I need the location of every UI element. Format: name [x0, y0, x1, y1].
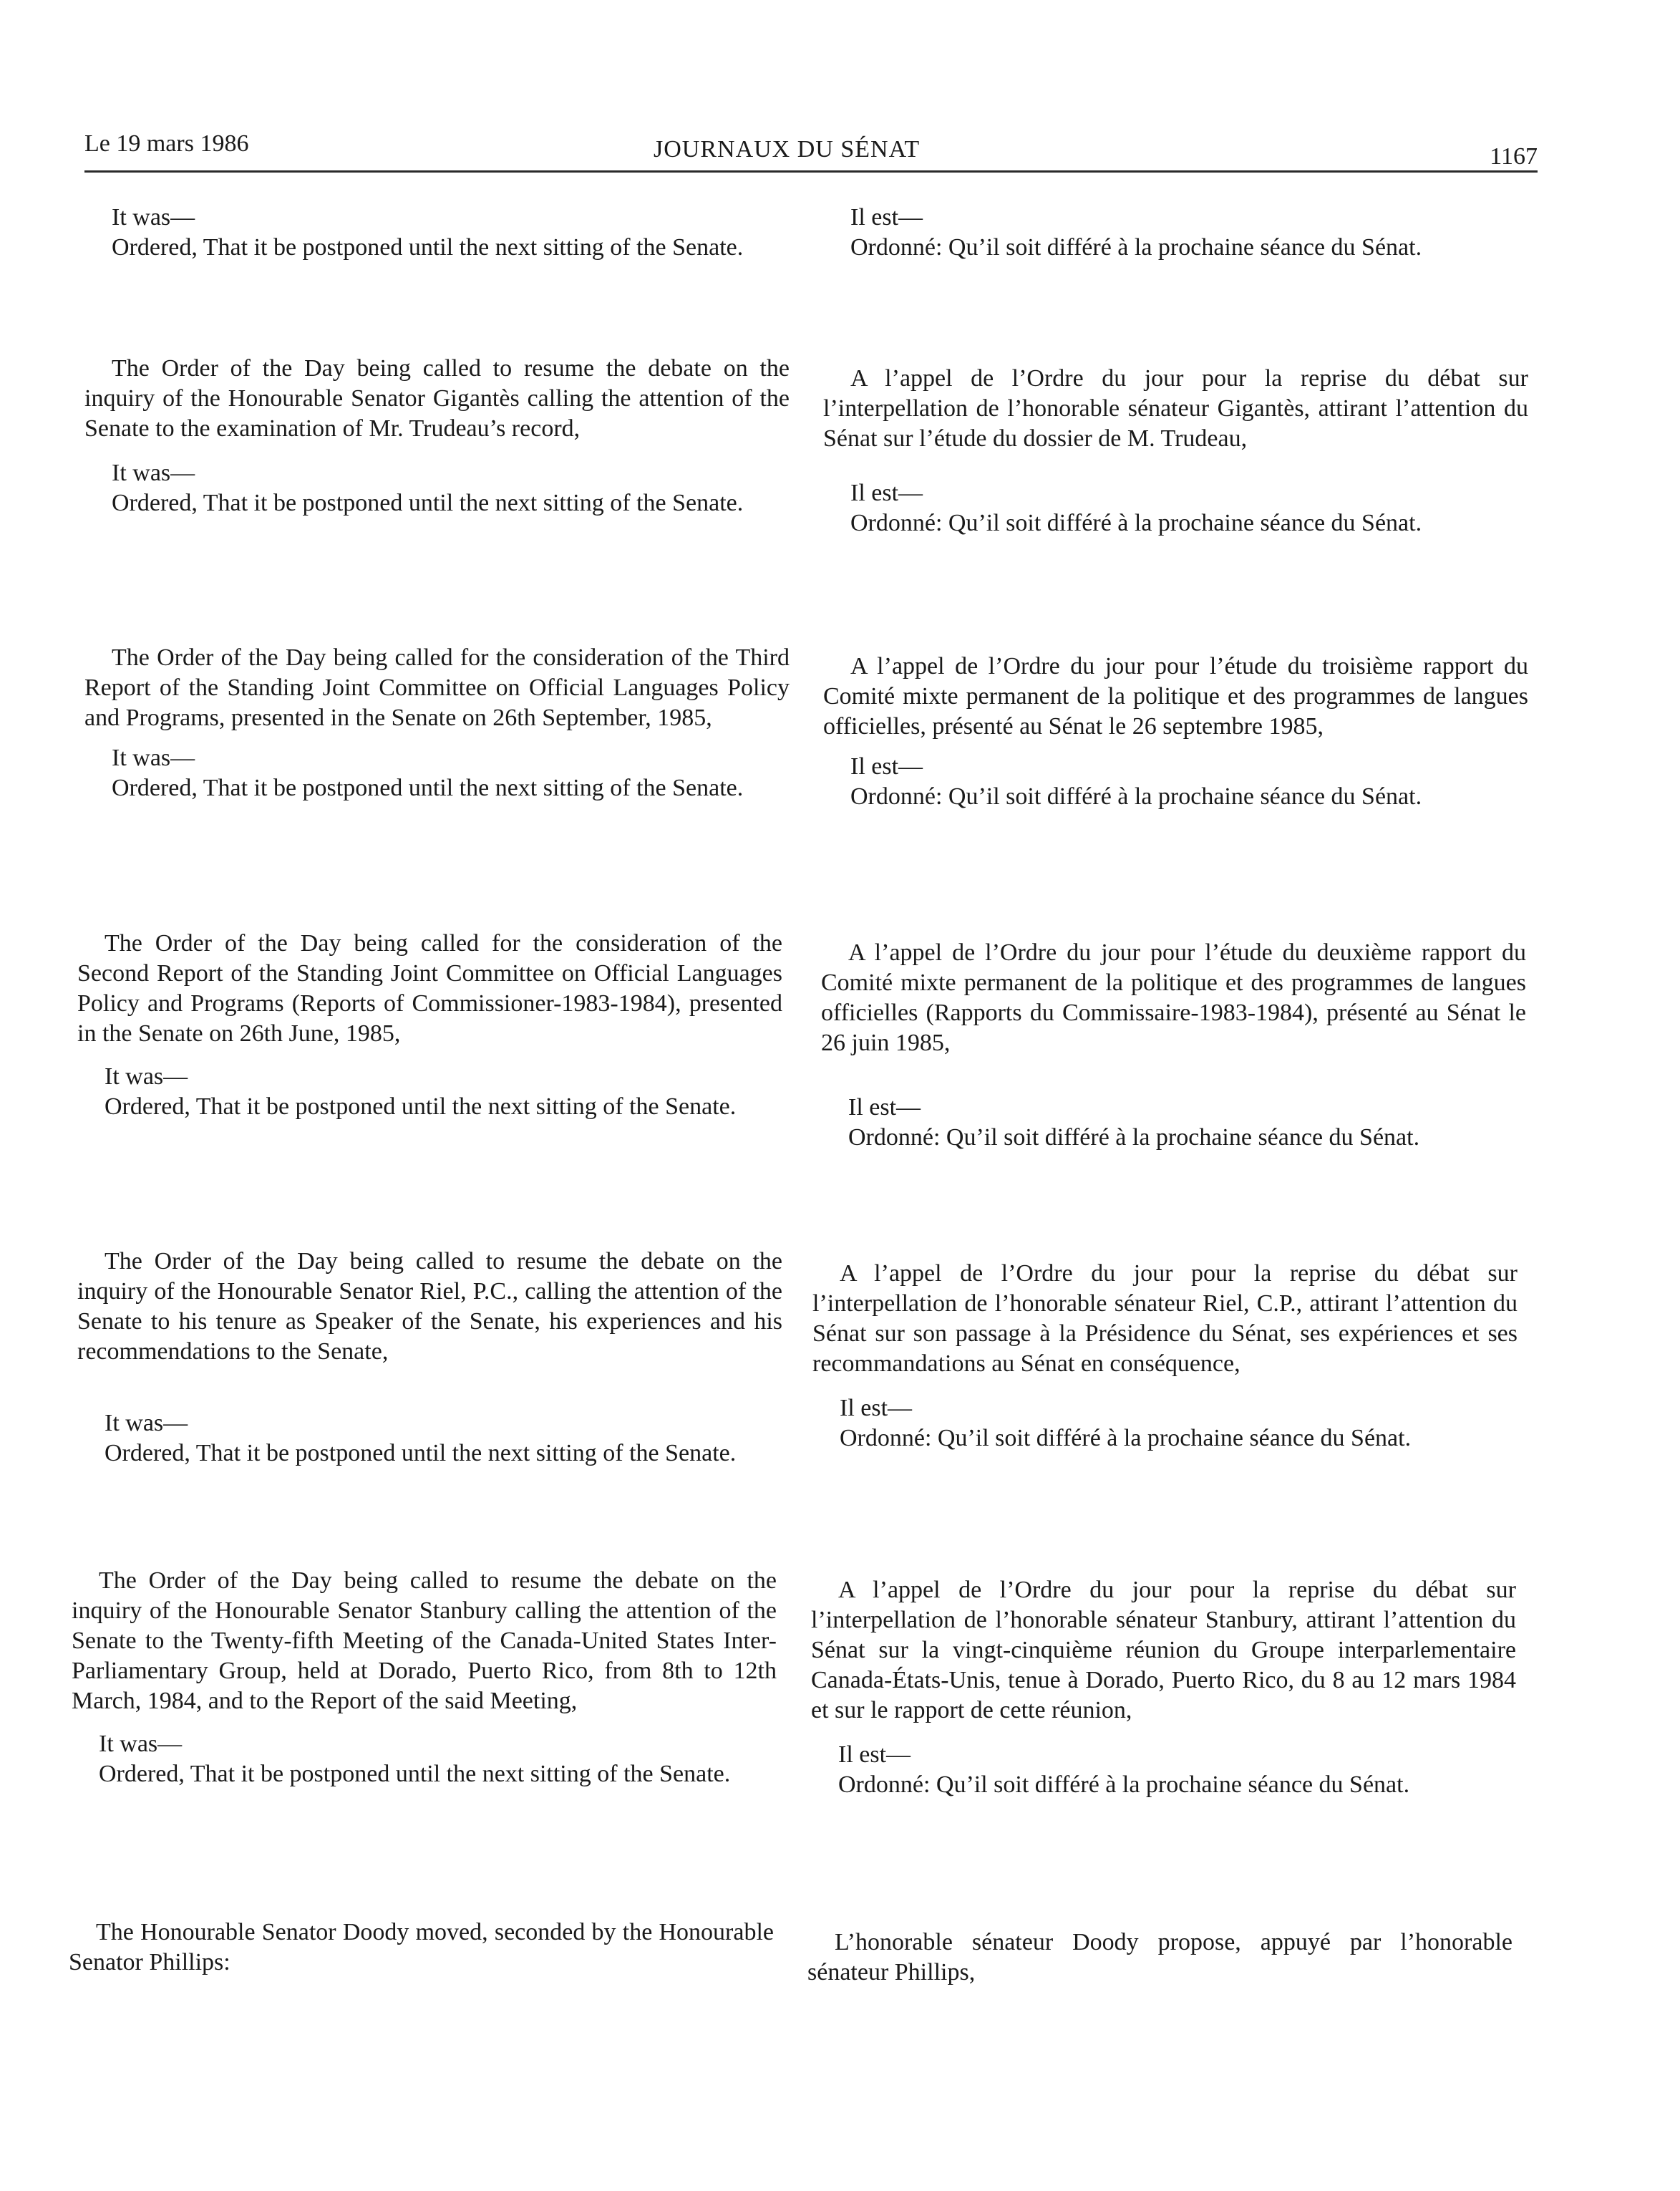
- il-est-line: Il est—: [850, 480, 923, 506]
- ordered-paragraph: Ordered, That it be postponed until the next sitting of the Senate.: [99, 1761, 731, 1787]
- ordered-paragraph: Ordered, That it be postponed until the next sitting of the Senate.: [105, 1440, 737, 1466]
- entry-3-fr: [821, 938, 1526, 1153]
- it-was-line: It was—: [112, 745, 195, 771]
- ordre-du-jour-paragraph: A l’appel de l’Ordre du jour pour l’étude du deuxième rapport du Comité mixte permanent de la politique et des programmes de langues officielles (Rapports du Commissaire-1983-1984), présenté au Sénat le 26 juin 1985,: [821, 939, 1526, 1056]
- page-number: 1167: [1490, 143, 1538, 170]
- ordonne-paragraph: Ordonné: Qu’il soit différé à la prochaine séance du Sénat.: [838, 1771, 1410, 1798]
- it-was-line: It was—: [105, 1410, 188, 1436]
- order-of-day-paragraph: The Order of the Day being called to resume the debate on the inquiry of the Honourable Senator Gigantès calling the attention of the Senate to the examination of Mr. Trudeau’s record,: [84, 355, 790, 442]
- entry-2-fr: [823, 652, 1528, 812]
- ordre-du-jour-paragraph: A l’appel de l’Ordre du jour pour la reprise du débat sur l’interpellation de l’honorable sénateur Stanbury, attirant l’attention du Sénat sur la vingt-cinquième réunion du Groupe interparlementaire Canada-États-Unis, tenue à Dorado, Puerto Rico, du 8 au 12 mars 1984 et sur le rapport de cette réunion,: [811, 1577, 1516, 1723]
- ordered-paragraph: Ordered, That it be postponed until the next sitting of the Senate.: [112, 490, 744, 516]
- ordonne-paragraph: Ordonné: Qu’il soit différé à la prochaine séance du Sénat.: [848, 1124, 1420, 1151]
- order-of-day-paragraph: The Order of the Day being called to resume the debate on the inquiry of the Honourable Senator Riel, P.C., calling the attention of the Senate to his tenure as Speaker of the Senate, his experiences and his recommendations to the Senate,: [77, 1248, 782, 1365]
- final-motion-fr: [807, 1928, 1513, 1988]
- it-was-line: It was—: [105, 1063, 188, 1090]
- order-of-day-paragraph: The Order of the Day being called to resume the debate on the inquiry of the Honourable Senator Stanbury calling the attention of the Senate to the Twenty-fifth Meeting of the Canada-United States Inter-Parliamentary Group, held at Dorado, Puerto Rico, from 8th to 12th March, 1984, and to the Report of the said Meeting,: [72, 1567, 777, 1714]
- it-was-line: It was—: [99, 1731, 183, 1757]
- il-est-line: Il est—: [840, 1395, 913, 1421]
- header-rule: [84, 170, 1538, 173]
- it-was-line: It was—: [112, 204, 195, 231]
- il-est-line: Il est—: [850, 753, 923, 780]
- entry-5-en: [72, 1566, 777, 1789]
- entry-5-fr: [811, 1575, 1516, 1800]
- motion-paragraph: L’honorable sénateur Doody propose, appuyé par l’honorable sénateur Phillips,: [807, 1929, 1513, 1986]
- entry-1-fr: [823, 364, 1528, 538]
- entry-0-fr: [823, 203, 1528, 263]
- entry-3-en: [77, 929, 782, 1122]
- journal-title: JOURNAUX DU SÉNAT: [654, 136, 921, 163]
- ordre-du-jour-paragraph: A l’appel de l’Ordre du jour pour la reprise du débat sur l’interpellation de l’honorable sénateur Riel, C.P., attirant l’attention du Sénat sur son passage à la Présidence du Sénat, ses expériences et ses recommandations au Sénat en conséquence,: [812, 1260, 1518, 1377]
- header-date: Le 19 mars 1986: [84, 130, 249, 157]
- entry-2-en: [84, 643, 790, 803]
- final-motion-en: [69, 1917, 774, 1978]
- motion-paragraph: The Honourable Senator Doody moved, seconded by the Honourable Senator Phillips:: [69, 1919, 774, 1975]
- ordered-paragraph: Ordered, That it be postponed until the next sitting of the Senate.: [105, 1093, 737, 1120]
- entry-0-en: [84, 203, 790, 263]
- order-of-day-paragraph: The Order of the Day being called for the consideration of the Third Report of the Standing Joint Committee on Official Languages Policy and Programs, presented in the Senate on 26th September, 1985,: [84, 644, 790, 731]
- entry-4-fr: [812, 1259, 1518, 1454]
- ordered-paragraph: Ordered, That it be postponed until the next sitting of the Senate.: [112, 775, 744, 801]
- ordonne-paragraph: Ordonné: Qu’il soit différé à la prochaine séance du Sénat.: [850, 234, 1422, 261]
- ordonne-paragraph: Ordonné: Qu’il soit différé à la prochaine séance du Sénat.: [850, 783, 1422, 810]
- page-header: [84, 130, 1538, 173]
- ordonne-paragraph: Ordonné: Qu’il soit différé à la prochaine séance du Sénat.: [840, 1425, 1412, 1451]
- entry-1-en: [84, 354, 790, 518]
- ordonne-paragraph: Ordonné: Qu’il soit différé à la prochaine séance du Sénat.: [850, 510, 1422, 536]
- il-est-line: Il est—: [838, 1741, 911, 1768]
- order-of-day-paragraph: The Order of the Day being called for the consideration of the Second Report of the Standing Joint Committee on Official Languages Policy and Programs (Reports of Commissioner-1983-1984), presented in the Senate on 26th June, 1985,: [77, 930, 782, 1047]
- ordre-du-jour-paragraph: A l’appel de l’Ordre du jour pour la reprise du débat sur l’interpellation de l’honorable sénateur Gigantès, attirant l’attention du Sénat sur l’étude du dossier de M. Trudeau,: [823, 365, 1528, 452]
- it-was-line: It was—: [112, 460, 195, 486]
- il-est-line: Il est—: [848, 1094, 921, 1121]
- ordered-paragraph: Ordered, That it be postponed until the next sitting of the Senate.: [112, 234, 744, 261]
- il-est-line: Il est—: [850, 204, 923, 231]
- entry-4-en: [77, 1247, 782, 1469]
- ordre-du-jour-paragraph: A l’appel de l’Ordre du jour pour l’étude du troisième rapport du Comité mixte permanent de la politique et des programmes de langues officielles, présenté au Sénat le 26 septembre 1985,: [823, 653, 1528, 740]
